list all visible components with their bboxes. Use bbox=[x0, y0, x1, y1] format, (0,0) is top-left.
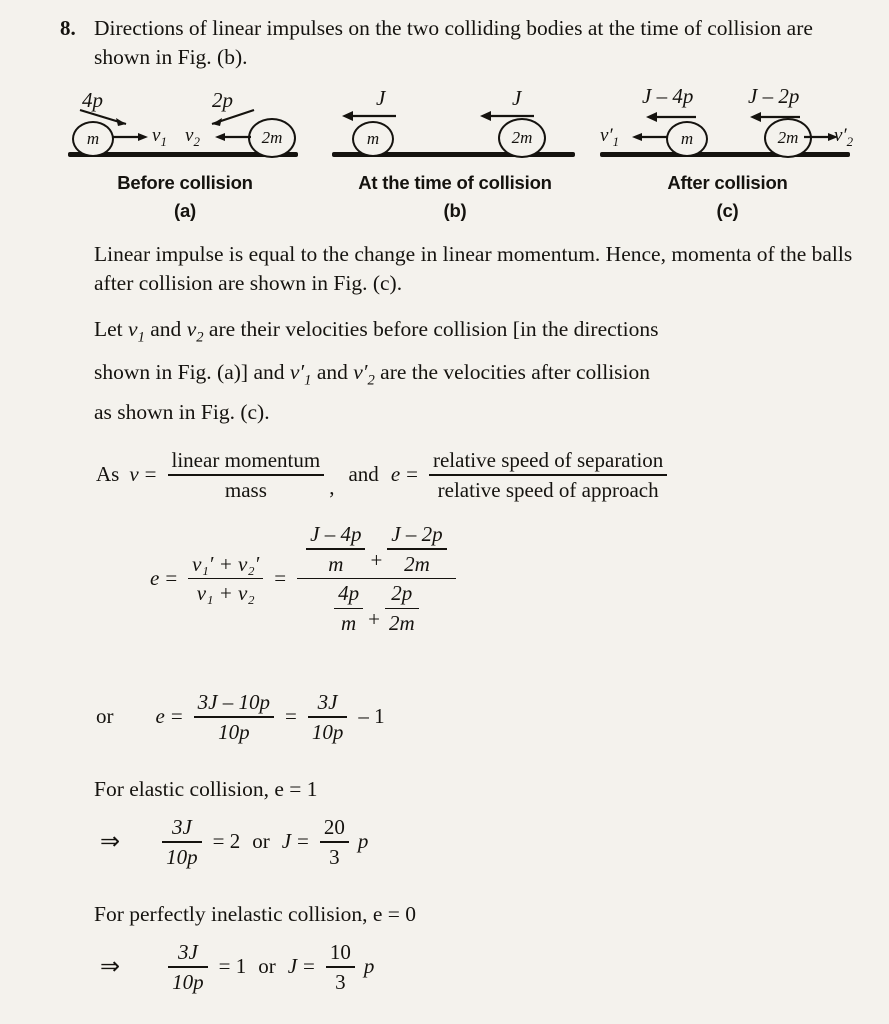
j-minus-2p: J – 2p bbox=[391, 522, 443, 546]
as-label: As bbox=[96, 462, 120, 487]
rel-separation-text: relative speed of separation bbox=[432, 448, 664, 472]
den-3-2: 3 bbox=[335, 969, 346, 994]
fraction-j4p-m bbox=[306, 522, 365, 576]
p3-v2: $v'_2$ bbox=[353, 360, 375, 389]
or-label-3: or bbox=[258, 954, 276, 979]
fraction-bar bbox=[334, 608, 363, 610]
impulse-label-right-b: J bbox=[512, 86, 522, 110]
fraction-bar bbox=[306, 548, 365, 550]
p3-and: and bbox=[316, 360, 348, 384]
equation-e-simplified bbox=[96, 690, 385, 744]
fraction-bar bbox=[162, 841, 202, 843]
caption-b-line1: At the time of collision bbox=[358, 172, 552, 193]
equals-3: = bbox=[165, 566, 178, 591]
equals-1: = bbox=[144, 462, 157, 487]
fraction-20-3 bbox=[320, 815, 349, 869]
and-word: and bbox=[348, 462, 379, 487]
den-3: 3 bbox=[329, 844, 340, 869]
figure-panel-c bbox=[600, 80, 855, 225]
p3-part1: shown in Fig. (a)] and bbox=[94, 360, 285, 384]
equation-elastic bbox=[100, 815, 368, 869]
fraction-bar bbox=[308, 716, 348, 718]
equals-6: = bbox=[285, 704, 297, 729]
num-20: 20 bbox=[323, 815, 345, 839]
p-symbol-1: p bbox=[357, 829, 369, 854]
num-3j-inelastic: 3J bbox=[177, 940, 198, 964]
fraction-bar bbox=[429, 474, 667, 476]
ball-right-b: 2m bbox=[498, 118, 546, 158]
ball-left-b: m bbox=[352, 121, 394, 157]
paragraph-3 bbox=[94, 358, 854, 390]
num-2p: 2p bbox=[391, 581, 413, 606]
linear-momentum-text: linear momentum bbox=[171, 448, 321, 472]
fraction-bar bbox=[385, 608, 419, 610]
p2-and: and bbox=[150, 317, 182, 341]
fraction-big bbox=[297, 522, 456, 635]
fraction-bar bbox=[387, 548, 446, 550]
fraction-momentum-mass bbox=[168, 448, 325, 502]
mass-text: mass bbox=[224, 477, 267, 502]
caption-a-line2: (a) bbox=[173, 200, 196, 221]
den-10p: 10p bbox=[218, 719, 250, 744]
num-10: 10 bbox=[329, 940, 351, 964]
p3-part2: are the velocities after collision bbox=[380, 360, 651, 384]
equation-e-expanded bbox=[150, 522, 461, 635]
caption-a-line1: Before collision bbox=[117, 172, 253, 193]
ground-line-c bbox=[600, 152, 850, 157]
fraction-4p-m bbox=[334, 581, 363, 635]
fraction-2p-2m bbox=[385, 581, 419, 635]
paragraph-4: as shown in Fig. (c). bbox=[94, 400, 270, 424]
velocity-arrow-left-a bbox=[112, 130, 150, 144]
fraction-separation-approach bbox=[429, 448, 667, 502]
question-number: 8. bbox=[60, 16, 76, 40]
fraction-bar bbox=[168, 474, 325, 476]
equation-definitions bbox=[96, 448, 672, 502]
p2-part2: are their velocities before collision [in the directions bbox=[208, 317, 659, 341]
e-symbol-1: e bbox=[390, 462, 401, 487]
den-2m2: 2m bbox=[388, 611, 415, 636]
comma-sep: , bbox=[329, 474, 335, 499]
fraction-bar bbox=[194, 716, 274, 718]
den-m: m bbox=[328, 551, 344, 576]
velocity-label-right-a: $v_2$ bbox=[185, 125, 200, 149]
impulse-label-right-c: J – 2p bbox=[748, 84, 800, 108]
implies-arrow-1: ⇒ bbox=[100, 829, 121, 856]
p-symbol-2: p bbox=[363, 954, 375, 979]
implies-arrow-2: ⇒ bbox=[100, 954, 121, 981]
den-10p-inelastic: 10p bbox=[172, 969, 204, 994]
j-minus-4p: J – 4p bbox=[310, 522, 362, 546]
ball-right-a: 2m bbox=[248, 118, 296, 158]
elastic-collision-line: For elastic collision, e = 1 bbox=[94, 777, 318, 801]
ball-left-c: m bbox=[666, 121, 708, 157]
rel-approach-text: relative speed of approach bbox=[437, 477, 659, 502]
velocities-before-sum: v₁ + v₂ bbox=[196, 581, 255, 606]
fraction-bar bbox=[320, 841, 349, 843]
collision-figure bbox=[55, 80, 855, 225]
question-text: Directions of linear impulses on the two colliding bodies at the time of collision are shown in Fig. (b). bbox=[94, 16, 813, 69]
fraction-bar bbox=[168, 966, 208, 968]
ball-right-c: 2m bbox=[764, 118, 812, 158]
fraction-j2p-2m bbox=[387, 522, 446, 576]
equals-one: = 1 bbox=[218, 954, 247, 979]
e-symbol-2: e bbox=[150, 566, 160, 591]
equals-two: = 2 bbox=[212, 829, 241, 854]
impulse-label-left-a: 4p bbox=[82, 88, 103, 112]
fraction-bar bbox=[326, 966, 355, 968]
or-label-2: or bbox=[252, 829, 270, 854]
fraction-3j-10p-over-10p bbox=[194, 690, 274, 744]
den-10p-elastic: 10p bbox=[166, 844, 198, 869]
caption-c-line2: (c) bbox=[716, 200, 739, 221]
impulse-label-left-c: J – 4p bbox=[642, 84, 694, 108]
velocity-label-left-a: $v_1$ bbox=[152, 125, 167, 149]
plus-sign-2: + bbox=[368, 607, 380, 632]
numerator-impulse-sum bbox=[297, 522, 456, 576]
fraction-bar bbox=[188, 578, 263, 580]
den-2m: 2m bbox=[404, 551, 430, 576]
fraction-velocities bbox=[188, 552, 263, 606]
equals-7: = bbox=[297, 829, 309, 854]
num-3j-10p: 3J – 10p bbox=[197, 690, 270, 714]
velocity-arrow-left-c bbox=[632, 130, 668, 144]
velocity-label-left-c: $v'_1$ bbox=[600, 125, 620, 149]
fraction-3j-over-10p bbox=[308, 690, 348, 744]
velocities-after-sum: v₁′ + v₂′ bbox=[192, 551, 260, 576]
equals-8: = bbox=[303, 954, 315, 979]
p2-part1: Let bbox=[94, 317, 123, 341]
equation-inelastic bbox=[100, 940, 374, 994]
or-label-1: or bbox=[96, 704, 114, 729]
velocity-label-right-c: $v'_2$ bbox=[834, 125, 854, 149]
impulse-label-right-a: 2p bbox=[212, 88, 233, 112]
caption-b-line2: (b) bbox=[443, 200, 467, 221]
paragraph-2 bbox=[94, 315, 854, 347]
plus-sign-1: + bbox=[370, 547, 383, 572]
main-fraction-bar bbox=[297, 578, 456, 580]
num-3j-elastic: 3J bbox=[171, 815, 192, 839]
p2-v1: $v_1$ bbox=[128, 317, 145, 346]
minus-one: – 1 bbox=[358, 704, 385, 729]
v-symbol: v bbox=[129, 462, 139, 487]
den-m2: m bbox=[341, 611, 357, 636]
figure-panel-b bbox=[330, 80, 580, 225]
inelastic-collision-line: For perfectly inelastic collision, e = 0 bbox=[94, 902, 416, 926]
fraction-3j-10p-elastic bbox=[162, 815, 202, 869]
denominator-impulse-sum bbox=[325, 581, 428, 635]
j-symbol-1: J bbox=[281, 829, 292, 854]
paragraph-1: Linear impulse is equal to the change in linear momentum. Hence, momenta of the balls after collision are shown in Fig. (c). bbox=[94, 242, 853, 296]
ball-left-a: m bbox=[72, 121, 114, 157]
equals-2: = bbox=[406, 462, 418, 487]
den-10p-2: 10p bbox=[311, 719, 344, 744]
equals-4: = bbox=[274, 566, 287, 591]
num-3j: 3J bbox=[317, 690, 338, 714]
impulse-label-left-b: J bbox=[376, 86, 386, 110]
figure-panel-a bbox=[60, 80, 310, 225]
p2-v2: $v_2$ bbox=[186, 317, 204, 346]
e-symbol-3: e bbox=[155, 704, 165, 729]
fraction-10-3 bbox=[326, 940, 355, 994]
j-symbol-2: J bbox=[287, 954, 298, 979]
num-4p: 4p bbox=[338, 581, 360, 606]
equals-5: = bbox=[170, 704, 183, 729]
p3-v1: $v'_1$ bbox=[289, 360, 312, 389]
question-block bbox=[60, 14, 860, 71]
velocity-arrow-right-a bbox=[215, 130, 251, 144]
caption-c-line1: After collision bbox=[667, 172, 788, 193]
fraction-3j-10p-inelastic bbox=[168, 940, 208, 994]
